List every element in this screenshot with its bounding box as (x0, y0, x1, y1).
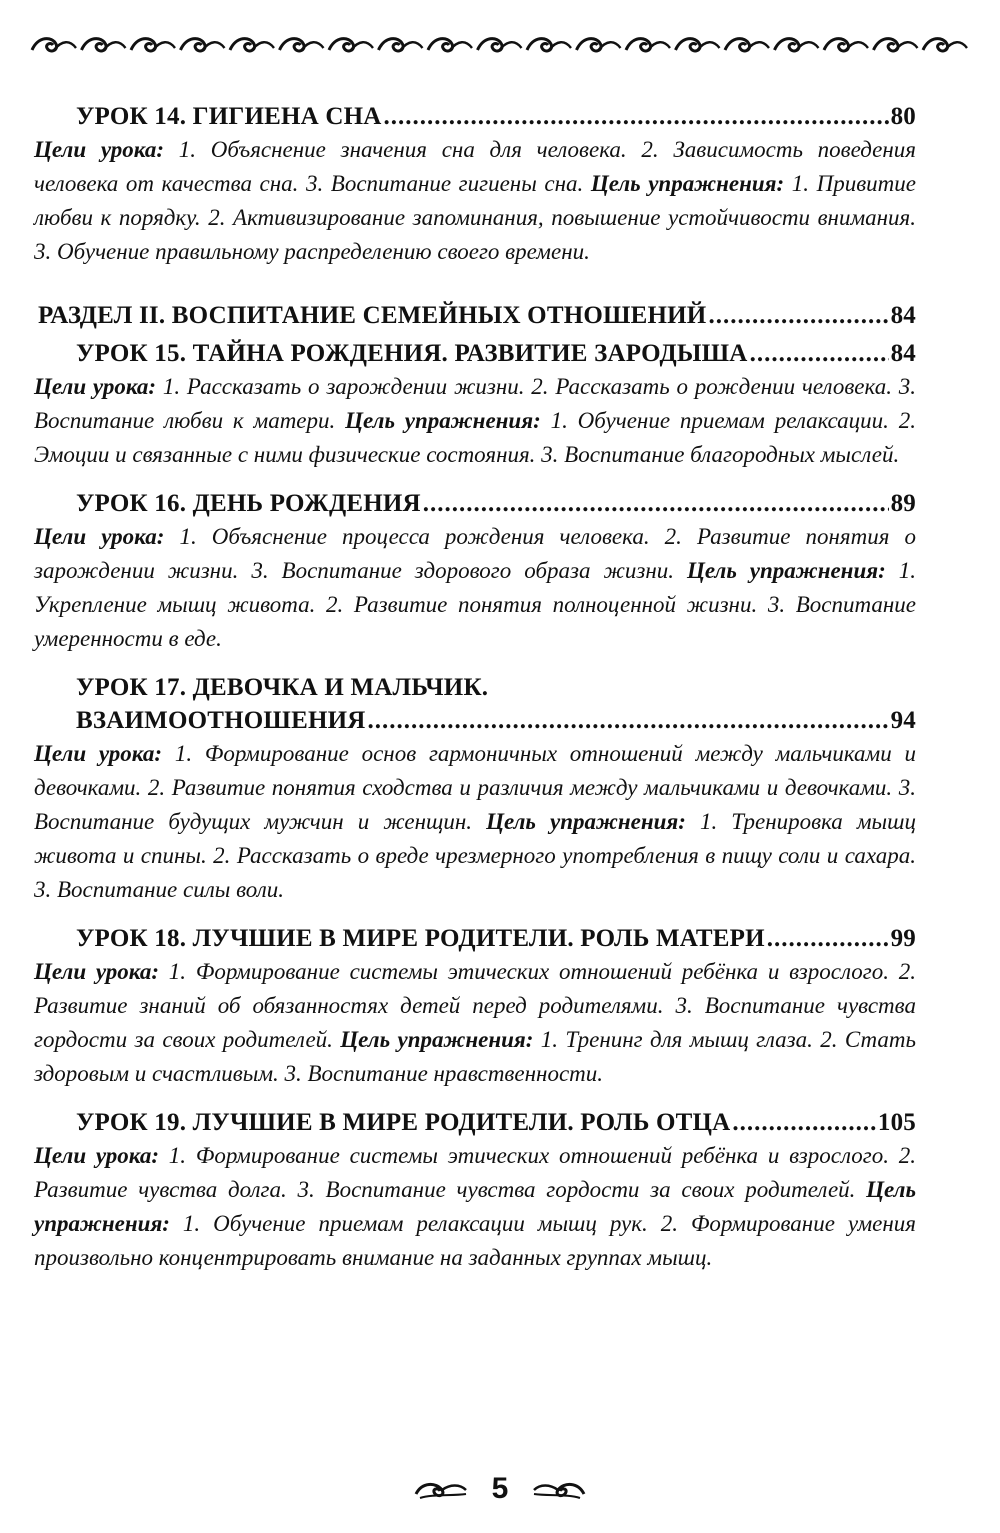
border-scroll-unit (131, 39, 175, 51)
lesson-description (34, 955, 916, 1091)
exercise-label: Цель упражнения: (34, 1177, 916, 1236)
goals-text: 1. Формирование системы этических отношений ребёнка и взрослого. 2. Развитие чувства долга. 3. Воспитание чувства гордости за своих родителей. (34, 1143, 916, 1202)
goals-label: Цели урока: (34, 374, 157, 399)
lesson-heading[interactable] (34, 337, 916, 370)
dot-leader (368, 704, 889, 737)
page-number: 5 (491, 1472, 509, 1505)
border-scroll-unit (626, 39, 670, 51)
exercise-text: 1. Обучение приемам релаксации мышц рук. 2. Формирование умения произвольно концентрировать внимание на заданных группах мышц. (34, 1211, 916, 1270)
lesson-description (34, 133, 916, 269)
toc-content (34, 100, 916, 1290)
exercise-text: 1. Привитие любви к порядку. 2. Активизирование запоминания, повышение устойчивости внимания. 3. Обучение правильному распределению своего времени. (34, 171, 916, 264)
lesson-heading[interactable] (34, 922, 916, 955)
toc-entry-lesson-19 (34, 1106, 916, 1275)
scroll-ornament-left-icon (412, 1478, 470, 1500)
wave-scroll-border (30, 28, 970, 58)
goals-label: Цели урока: (34, 137, 164, 162)
scroll-ornament-right-icon (530, 1478, 588, 1500)
lesson-title: УРОК 14. ГИГИЕНА СНА (76, 103, 382, 130)
lesson-title: УРОК 19. ЛУЧШИЕ В МИРЕ РОДИТЕЛИ. РОЛЬ ОТЦА (76, 1109, 731, 1136)
toc-entry-lesson-14 (34, 100, 916, 269)
border-scroll-unit (824, 39, 868, 51)
goals-text: 1. Объяснение значения сна для человека. 2. Зависимость поведения человека от качества сна. 3. Воспитание гигиены сна. (34, 137, 916, 196)
border-scroll-unit (923, 39, 967, 51)
lesson-heading[interactable] (34, 487, 916, 520)
dot-leader (708, 299, 888, 332)
border-scroll-unit (181, 39, 225, 51)
goals-label: Цели урока: (34, 959, 160, 984)
goals-text: 1. Формирование системы этических отношений ребёнка и взрослого. 2. Развитие знаний об обязанностях детей перед родителями. 3. Воспитание чувства гордости за своих родителей. (34, 959, 916, 1052)
border-scroll-unit (874, 39, 918, 51)
lesson-description (34, 1139, 916, 1275)
page-ref: 89 (890, 490, 916, 517)
border-scroll-unit (32, 39, 76, 51)
page-ref: 99 (890, 925, 916, 952)
border-scroll-unit (478, 39, 522, 51)
exercise-label: Цель упражнения: (340, 1027, 534, 1052)
toc-entry-lesson-18 (34, 922, 916, 1091)
page-ref: 84 (890, 340, 916, 367)
goals-text: 1. Рассказать о зарождении жизни. 2. Рассказать о рождении человека. 3. Воспитание любви к матери. (34, 374, 916, 433)
border-scroll-unit (329, 39, 373, 51)
goals-text: 1. Объяснение процесса рождения человека. 2. Развитие понятия о зарождении жизни. 3. Воспитание здорового образа жизни. (34, 524, 916, 583)
exercise-text: 1. Обучение приемам релаксации. 2. Эмоции и связанные с ними физические состояния. 3. Воспитание благородных мыслей. (34, 408, 916, 467)
lesson-heading[interactable] (34, 100, 916, 133)
goals-label: Цели урока: (34, 524, 165, 549)
section-heading[interactable] (34, 299, 916, 332)
lesson-heading-line-1[interactable] (34, 671, 916, 704)
lesson-heading[interactable] (34, 704, 916, 737)
page-ref: 105 (877, 1109, 916, 1136)
page-ref: 80 (890, 103, 916, 130)
lesson-heading[interactable] (34, 1106, 916, 1139)
exercise-label: Цель упражнения: (590, 171, 785, 196)
border-scroll-unit (725, 39, 769, 51)
page-footer (0, 1472, 1000, 1506)
page-ref: 94 (890, 707, 916, 734)
goals-label: Цели урока: (34, 1143, 160, 1168)
dot-leader (767, 922, 889, 955)
exercise-text: 1. Укрепление мышц живота. 2. Развитие понятия полноценной жизни. 3. Воспитание умеренности в еде. (34, 558, 916, 651)
lesson-title-line-1: УРОК 17. ДЕВОЧКА И МАЛЬЧИК. (76, 674, 489, 701)
exercise-text: 1. Тренировка мышц живота и спины. 2. Рассказать о вреде чрезмерного употребления в пищу соли и сахара. 3. Воспитание силы воли. (34, 809, 916, 902)
dot-leader (732, 1106, 875, 1139)
border-scroll-unit (577, 39, 621, 51)
page-ref: 84 (890, 302, 916, 329)
toc-entry-lesson-17 (34, 671, 916, 907)
lesson-title: УРОК 16. ДЕНЬ РОЖДЕНИЯ (76, 490, 421, 517)
section-title: РАЗДЕЛ II. ВОСПИТАНИЕ СЕМЕЙНЫХ ОТНОШЕНИЙ (38, 302, 707, 329)
toc-entry-lesson-15 (34, 337, 916, 472)
border-scroll-unit (379, 39, 423, 51)
dot-leader (750, 337, 889, 370)
border-scroll-unit (82, 39, 126, 51)
toc-entry-lesson-16 (34, 487, 916, 656)
lesson-title: УРОК 18. ЛУЧШИЕ В МИРЕ РОДИТЕЛИ. РОЛЬ МАТЕРИ (76, 925, 765, 952)
border-scroll-unit (230, 39, 274, 51)
border-scroll-unit (280, 39, 324, 51)
exercise-label: Цель упражнения: (686, 558, 886, 583)
border-scroll-unit (676, 39, 720, 51)
exercise-label: Цель упражнения: (345, 408, 541, 433)
goals-text: 1. Формирование основ гармоничных отношений между мальчиками и девочками. 2. Развитие понятия сходства и различия между мальчиками и девочками. 3. Воспитание будущих мужчин и женщин. (34, 741, 916, 834)
dot-leader (423, 487, 889, 520)
dot-leader (383, 100, 888, 133)
lesson-title: УРОК 15. ТАЙНА РОЖДЕНИЯ. РАЗВИТИЕ ЗАРОДЫША (76, 340, 748, 367)
goals-label: Цели урока: (34, 741, 163, 766)
border-scroll-unit (775, 39, 819, 51)
exercise-text: 1. Тренинг для мышц глаза. 2. Стать здоровым и счастливым. 3. Воспитание нравственности. (34, 1027, 916, 1086)
toc-section-2 (34, 299, 916, 332)
lesson-description (34, 520, 916, 656)
border-scroll-unit (428, 39, 472, 51)
lesson-title: ВЗАИМООТНОШЕНИЯ (76, 707, 366, 734)
exercise-label: Цель упражнения: (486, 809, 686, 834)
border-scroll-unit (527, 39, 571, 51)
lesson-description (34, 737, 916, 907)
lesson-description (34, 370, 916, 472)
